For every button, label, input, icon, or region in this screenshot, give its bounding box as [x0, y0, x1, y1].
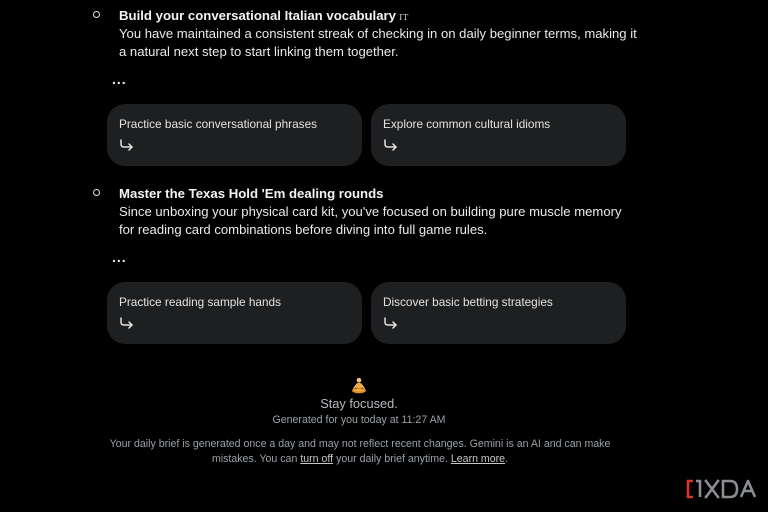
more-options-button[interactable]: ... [112, 71, 127, 87]
bullet-circle-icon [93, 189, 100, 196]
learn-more-link[interactable]: Learn more [450, 453, 506, 465]
language-tag: IT [399, 13, 409, 23]
disclaimer-text [90, 437, 630, 467]
brief-title [119, 8, 409, 23]
reply-arrow-icon [383, 317, 399, 329]
reply-arrow-icon [119, 139, 135, 151]
suggestion-label: Practice reading sample hands [119, 295, 281, 309]
suggestion-label: Discover basic betting strategies [383, 295, 553, 309]
suggestion-label: Practice basic conversational phrases [119, 117, 318, 131]
more-options-button[interactable]: ... [112, 249, 127, 265]
brief-description: You have maintained a consistent streak of checking in on daily beginner terms, making it a natural next step to start linking them together. [119, 26, 637, 59]
disclaimer-part2: your daily brief anytime. [336, 453, 448, 465]
turn-off-link[interactable]: turn off [300, 453, 334, 465]
generated-timestamp: Generated for you today at 11:27 AM [272, 414, 446, 426]
reply-arrow-icon [119, 317, 135, 329]
reply-arrow-icon [383, 139, 399, 151]
brief-description: Since unboxing your physical card kit, you've focused on building pure muscle memory for reading card combinations before diving into full game rules. [119, 204, 622, 237]
suggestion-label: Explore common cultural idioms [383, 117, 551, 131]
xda-logo [686, 478, 760, 500]
suggestion-chip[interactable] [371, 282, 626, 344]
suggestion-chip[interactable] [107, 282, 362, 344]
disclaimer-part1: Your daily brief is generated once a day and may not reflect recent changes. Gemini is an AI and can make mistakes. You can [109, 438, 611, 465]
brief-title-text: Build your conversational Italian vocabulary [119, 8, 397, 23]
stay-focused-headline: Stay focused. [320, 396, 398, 411]
bullet-circle-icon [93, 11, 100, 18]
brief-title: Master the Texas Hold 'Em dealing rounds [119, 186, 384, 201]
suggestion-chip[interactable] [371, 104, 626, 166]
disclaimer-end: . [505, 453, 509, 465]
suggestion-chip[interactable] [107, 104, 362, 166]
meditation-icon [350, 377, 368, 395]
